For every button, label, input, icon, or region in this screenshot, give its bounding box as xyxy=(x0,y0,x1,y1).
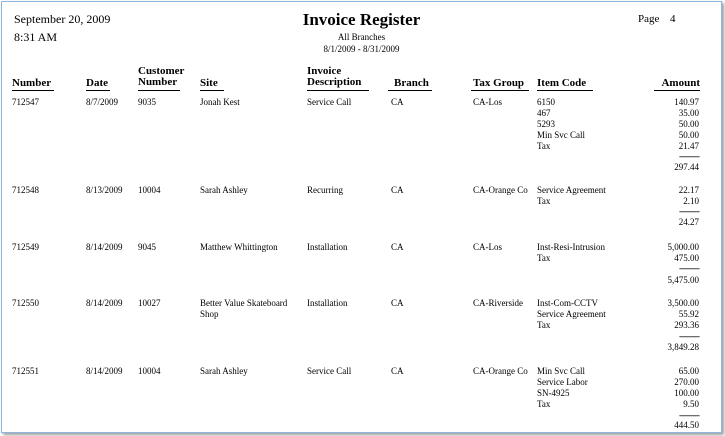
invoice-date: 8/14/2009 xyxy=(86,242,123,252)
amount: 35.00 xyxy=(678,108,699,118)
customer-number: 10004 xyxy=(138,366,161,376)
amount-list xyxy=(609,298,699,331)
col-header-item-code: Item Code xyxy=(537,77,587,89)
item-code: Min Svc Call xyxy=(537,366,586,376)
invoice-description: Recurring xyxy=(307,185,343,195)
customer-number: 9035 xyxy=(138,97,156,107)
amount: 270.00 xyxy=(674,377,699,387)
amount: 65.00 xyxy=(678,366,699,376)
total-separator: ---------- xyxy=(679,151,699,161)
site-name: Sarah Ashley xyxy=(200,185,248,195)
item-code-list xyxy=(537,366,588,410)
tax-group: CA-Orange Co xyxy=(473,366,528,376)
amount: 475.00 xyxy=(674,253,699,263)
col-header-site: Site xyxy=(200,77,218,89)
item-code: Tax xyxy=(537,320,551,330)
item-code: 467 xyxy=(537,108,551,118)
amount: 140.97 xyxy=(674,97,699,107)
site-name: Sarah Ashley xyxy=(200,366,248,376)
item-code: 5293 xyxy=(537,119,555,129)
invoice-date: 8/7/2009 xyxy=(86,97,119,107)
amount: 50.00 xyxy=(678,130,699,140)
invoice-number: 712547 xyxy=(12,97,39,107)
total-separator: ---------- xyxy=(679,263,699,273)
item-code: Inst-Resi-Intrusion xyxy=(537,242,605,252)
item-code: Service Agreement xyxy=(537,185,606,195)
customer-number: 10027 xyxy=(138,298,161,308)
item-code-list xyxy=(537,97,585,152)
col-header-branch: Branch xyxy=(394,77,429,89)
tax-group: CA-Riverside xyxy=(473,298,523,308)
total-separator: ---------- xyxy=(679,410,699,420)
amount-list xyxy=(609,242,699,264)
col-header-invoice-description xyxy=(307,66,361,88)
site-name: Jonah Kest xyxy=(200,97,240,107)
amount-list xyxy=(609,366,699,410)
invoice-total: 297.44 xyxy=(674,162,699,172)
branch: CA xyxy=(391,185,404,195)
amount-list xyxy=(609,185,699,207)
item-code-list xyxy=(537,185,606,207)
amount: 9.50 xyxy=(683,399,699,409)
col-header-amount: Amount xyxy=(661,77,700,89)
site-name: Matthew Whittington xyxy=(200,242,278,252)
invoice-date: 8/14/2009 xyxy=(86,298,123,308)
site-name-line1: Better Value Skateboard xyxy=(200,298,288,308)
item-code: Inst-Com-CCTV xyxy=(537,298,599,308)
amount: 100.00 xyxy=(674,388,699,398)
col-underline xyxy=(138,90,180,91)
item-code-list xyxy=(537,242,605,264)
invoice-number: 712548 xyxy=(12,185,39,195)
col-underline xyxy=(388,90,432,91)
amount: 3,500.00 xyxy=(667,298,699,308)
branch: CA xyxy=(391,298,404,308)
amount-list xyxy=(609,97,699,152)
col-header-customer-line2: Number xyxy=(138,76,178,88)
item-code: Tax xyxy=(537,253,551,263)
item-code: Service Labor xyxy=(537,377,588,387)
report-title: Invoice Register xyxy=(302,10,421,29)
col-underline xyxy=(12,90,54,91)
page-label: Page xyxy=(638,13,660,25)
col-underline xyxy=(200,90,224,91)
total-separator: ---------- xyxy=(679,206,699,216)
invoice-total: 5,475.00 xyxy=(667,275,699,285)
invoice-date: 8/14/2009 xyxy=(86,366,123,376)
customer-number: 10004 xyxy=(138,185,161,195)
col-underline xyxy=(307,90,369,91)
site-name-line2: Shop xyxy=(200,309,219,319)
branch: CA xyxy=(391,242,404,252)
report-time: 8:31 AM xyxy=(14,30,58,44)
col-underline xyxy=(86,90,110,91)
invoice-number: 712550 xyxy=(12,298,39,308)
col-underline xyxy=(537,90,593,91)
col-underline xyxy=(471,90,529,91)
customer-number: 9045 xyxy=(138,242,156,252)
report-subtitle-range: 8/1/2009 - 8/31/2009 xyxy=(323,44,400,54)
col-underline xyxy=(654,90,700,91)
amount: 2.10 xyxy=(683,196,699,206)
invoice-number: 712551 xyxy=(12,366,39,376)
page-number: 4 xyxy=(670,13,676,25)
branch: CA xyxy=(391,366,404,376)
total-separator: ---------- xyxy=(679,331,699,341)
site-name xyxy=(200,298,287,320)
report-subtitle-branches: All Branches xyxy=(337,32,386,42)
col-header-number: Number xyxy=(12,77,52,89)
amount: 55.92 xyxy=(678,309,699,319)
invoice-number: 712549 xyxy=(12,242,39,252)
amount: 50.00 xyxy=(678,119,699,129)
report-page xyxy=(1,1,722,433)
amount: 293.36 xyxy=(674,320,699,330)
invoice-date: 8/13/2009 xyxy=(86,185,123,195)
item-code: Min Svc Call xyxy=(537,130,586,140)
item-code: Tax xyxy=(537,399,551,409)
invoice-total: 24.27 xyxy=(678,217,699,227)
item-code-list xyxy=(537,298,606,331)
amount: 5,000.00 xyxy=(667,242,699,252)
item-code: Tax xyxy=(537,141,551,151)
tax-group: CA-Orange Co xyxy=(473,185,528,195)
invoice-total: 444.50 xyxy=(674,420,699,430)
col-header-customer-number xyxy=(138,66,184,88)
amount: 22.17 xyxy=(678,185,699,195)
invoice-total: 3,849.28 xyxy=(667,342,699,352)
invoice-description: Installation xyxy=(307,242,348,252)
invoice-description: Service Call xyxy=(307,97,352,107)
item-code: Tax xyxy=(537,196,551,206)
report-date: September 20, 2009 xyxy=(14,12,111,26)
amount: 21.47 xyxy=(678,141,699,151)
invoice-description: Installation xyxy=(307,298,348,308)
item-code: 6150 xyxy=(537,97,555,107)
branch: CA xyxy=(391,97,404,107)
col-header-customer-line1: Customer xyxy=(138,65,185,77)
tax-group: CA-Los xyxy=(473,242,502,252)
col-header-invoice-line1: Invoice xyxy=(307,65,342,77)
item-code: SN-4925 xyxy=(537,388,570,398)
col-header-date: Date xyxy=(86,77,108,89)
tax-group: CA-Los xyxy=(473,97,502,107)
item-code: Service Agreement xyxy=(537,309,606,319)
col-header-tax-group: Tax Group xyxy=(473,77,525,89)
col-header-invoice-line2: Description xyxy=(307,76,362,88)
invoice-description: Service Call xyxy=(307,366,352,376)
